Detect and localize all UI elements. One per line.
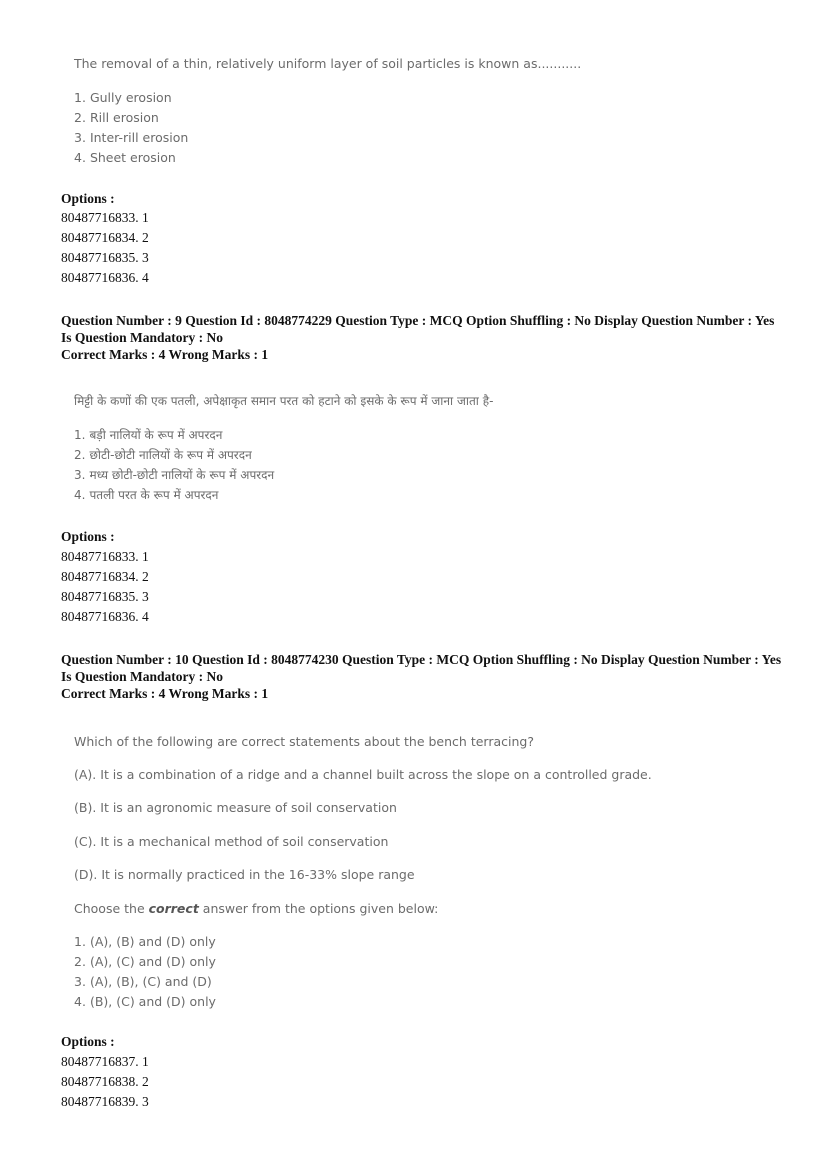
q10-choice-2: 2. (A), (C) and (D) only xyxy=(74,954,216,969)
q8-choice-1: 1. Gully erosion xyxy=(74,90,172,105)
q10-options-label: Options : xyxy=(61,1034,115,1049)
q9-stem: मिट्टी के कणों की एक पतली, अपेक्षाकृत समान परत को हटाने को इसके के रूप में जाना जाता है- xyxy=(74,394,494,408)
q9-choice-1: 1. बड़ी नालियों के रूप में अपरदन xyxy=(74,428,223,442)
q9-choice-2: 2. छोटी-छोटी नालियों के रूप में अपरदन xyxy=(74,448,252,462)
q8-option-1: 80487716833. 1 xyxy=(61,210,149,225)
q8-options-list xyxy=(61,208,149,288)
q8-choice-4: 4. Sheet erosion xyxy=(74,150,176,165)
q10-option-2: 80487716838. 2 xyxy=(61,1074,149,1089)
q9-option-2: 80487716834. 2 xyxy=(61,569,149,584)
q9-choice-3: 3. मध्य छोटी-छोटी नालियों के रूप में अपरदन xyxy=(74,468,275,482)
q9-option-1: 80487716833. 1 xyxy=(61,549,149,564)
q10-instruction: Choose the correct answer from the options given below: xyxy=(74,901,439,916)
q8-option-3: 80487716835. 3 xyxy=(61,250,149,265)
q10-choice-3: 3. (A), (B), (C) and (D) xyxy=(74,974,212,989)
q8-options-label: Options : xyxy=(61,191,115,206)
q8-choice-2: 2. Rill erosion xyxy=(74,110,159,125)
q9-header xyxy=(61,312,791,363)
q10-header-marks: Correct Marks : 4 Wrong Marks : 1 xyxy=(61,686,269,701)
q10-statement-c: (C). It is a mechanical method of soil conservation xyxy=(74,834,389,849)
q10-choice-1: 1. (A), (B) and (D) only xyxy=(74,934,216,949)
q8-choice-3: 3. Inter-rill erosion xyxy=(74,130,189,145)
q8-option-2: 80487716834. 2 xyxy=(61,230,149,245)
q9-options-list xyxy=(61,547,149,627)
q10-option-3: 80487716839. 3 xyxy=(61,1094,149,1109)
q10-option-1: 80487716837. 1 xyxy=(61,1054,149,1069)
q10-choice-4: 4. (B), (C) and (D) only xyxy=(74,994,216,1009)
q8-stem: The removal of a thin, relatively uniform layer of soil particles is known as........... xyxy=(74,56,582,71)
q10-statement-b: (B). It is an agronomic measure of soil conservation xyxy=(74,800,397,815)
q9-header-mandatory: Is Question Mandatory : No xyxy=(61,330,224,345)
q10-choice-list xyxy=(74,932,216,1012)
q10-options-list xyxy=(61,1052,149,1112)
q9-choice-4: 4. पतली परत के रूप में अपरदन xyxy=(74,488,219,502)
q10-instruction-emphasis: correct xyxy=(148,901,199,916)
q10-statement-d: (D). It is normally practiced in the 16-33% slope range xyxy=(74,867,415,882)
q10-header xyxy=(61,651,791,702)
q10-header-mandatory: Is Question Mandatory : No xyxy=(61,669,224,684)
q9-option-3: 80487716835. 3 xyxy=(61,589,149,604)
q8-question-image xyxy=(74,56,581,168)
q9-option-4: 80487716836. 4 xyxy=(61,609,149,624)
q9-question-image xyxy=(74,392,493,505)
q10-header-meta: Question Number : 10 Question Id : 8048774230 Question Type : MCQ Option Shuffling : No Display Question Number : Yes xyxy=(61,652,782,667)
q10-stem: Which of the following are correct statements about the bench terracing? xyxy=(74,734,534,749)
q8-option-4: 80487716836. 4 xyxy=(61,270,149,285)
q10-choice-block xyxy=(74,932,216,1012)
q9-header-meta: Question Number : 9 Question Id : 8048774229 Question Type : MCQ Option Shuffling : No Display Question Number : Yes xyxy=(61,313,775,328)
q9-options-label: Options : xyxy=(61,529,115,544)
q9-header-marks: Correct Marks : 4 Wrong Marks : 1 xyxy=(61,347,269,362)
q8-choice-list xyxy=(74,88,581,168)
q9-choice-list xyxy=(74,425,493,505)
q10-statement-a: (A). It is a combination of a ridge and a channel built across the slope on a controlled grade. xyxy=(74,767,652,782)
